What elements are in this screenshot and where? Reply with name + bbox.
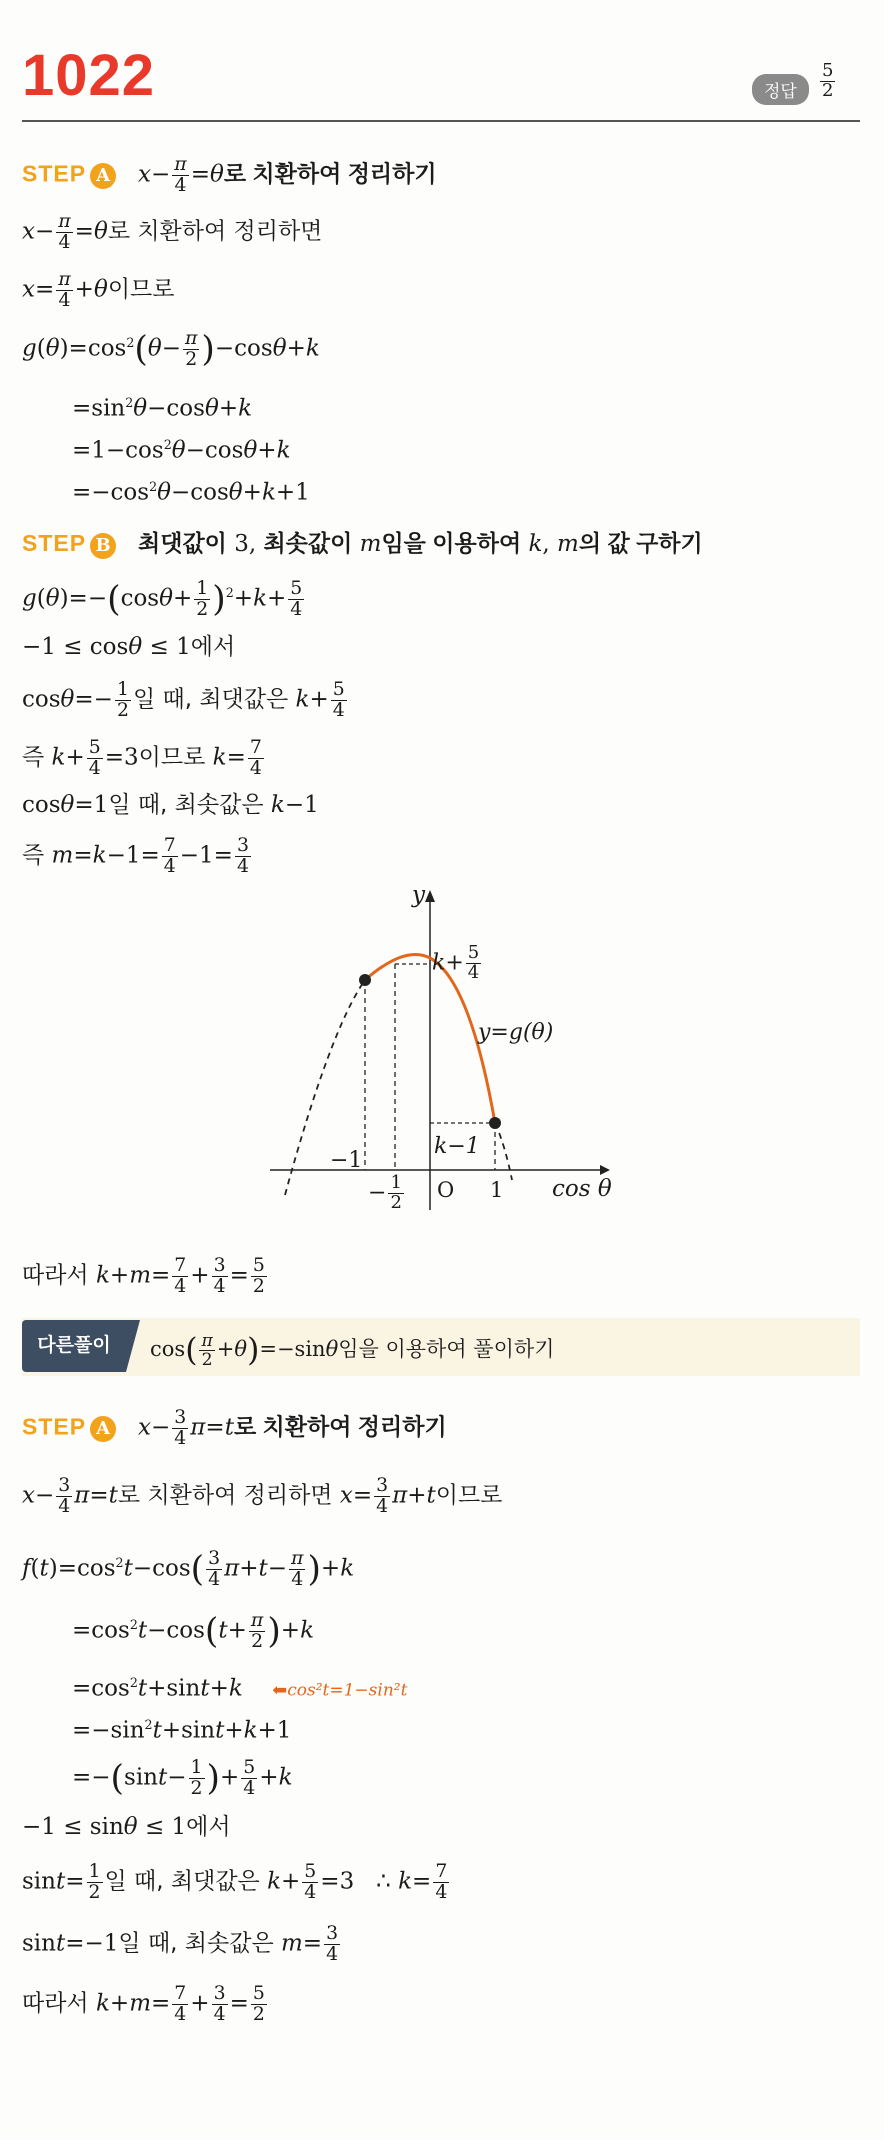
line-range: −1 ≤ cosθ ≤ 1에서 (22, 634, 236, 660)
alt-line-f5: =−(sint− $\frac{1}{2}$ )+ $\frac{5}{4}$ +k (72, 1756, 293, 1799)
conclusion-2: 따라서 k+m= $\frac{7}{4}$ + $\frac{3}{4}$ = $\frac{5}{2}$ (22, 1982, 265, 2025)
graph-x-label: cos θ (552, 1176, 612, 1202)
graph-curve-label: y=g(θ) (478, 1020, 554, 1045)
step-a-badge: A (90, 163, 116, 189)
x-axis-arrow (600, 1165, 610, 1175)
line-x: x= $\frac{\pi}{4}$ +θ이므로 (22, 268, 175, 311)
alt-line-f2: $=\cos^2t-\cos(t+$ $\frac{\pi}{2}$ )+k (72, 1609, 315, 1653)
note: cos²t=1−sin²t (287, 1680, 408, 1701)
line-min: cosθ=1일 때, 최솟값은 k−1 (22, 792, 319, 818)
alt-badge-notch (126, 1320, 140, 1372)
line-g4: $=-\cos^2\theta-\cos\theta+k+1$ (72, 479, 310, 506)
line-g1: $g(\theta)=\cos^2(\theta-$ $\frac{\pi}{2}$ )−cosθ+k (22, 327, 320, 371)
alt-badge: 다른풀이 (22, 1320, 126, 1372)
line-gsq: g(θ)=−(cosθ+ $\frac{1}{2}$ )$^2$+k+ $\frac{5}{4}$ (22, 577, 303, 621)
line-sub: x− $\frac{\pi}{4}$ =θ로 치환하여 정리하면 (22, 210, 323, 253)
alt-line-sub: x− $\frac{3}{4}$ π=t로 치환하여 정리하면 x= $\frac{3}{4}$ π+t이므로 (22, 1474, 503, 1517)
alt-desc: cos( $\frac{\pi}{2}$ +θ)=−sinθ임을 이용하여 풀이하기 (150, 1331, 555, 1371)
alt-line-f4: $=-\sin^2t+\sin t+k+1$ (72, 1717, 292, 1744)
graph-neg1-label: −1 (330, 1148, 363, 1173)
alt-line-max: sint= $\frac{1}{2}$ 일 때, 최댓값은 k+ $\frac{5}{4}$ =3 ∴ k= $\frac{7}{4}$ (22, 1860, 448, 1903)
line-max: cosθ=− $\frac{1}{2}$ 일 때, 최댓값은 k+ $\frac{5}{4}$ (22, 678, 345, 721)
arrow-left-icon: ⬅ (272, 1679, 288, 1701)
graph-min-label: k−1 (434, 1134, 480, 1159)
graph-origin-label: O (437, 1178, 455, 1202)
graph-max-label: k+ $\frac{5}{4}$ (432, 942, 480, 983)
answer-badge: 정답 (752, 74, 809, 105)
graph-one-label: 1 (490, 1178, 504, 1202)
step-a-heading: STEP A x− $\frac{\pi}{4}$ =θ로 치환하여 정리하기 (22, 153, 437, 196)
dashed-curve-right (495, 1123, 512, 1180)
alt-line-min: sint=−1일 때, 최솟값은 m= $\frac{3}{4}$ (22, 1922, 339, 1965)
alt-line-f3: $=\cos^2t+\sin t+k$ ⬅cos²t=1−sin²t (72, 1675, 408, 1702)
alt-line-f1: $f(t)=\cos^2t-\cos$( $\frac{3}{4}$ π+t− $\frac{\pi}{4}$ )+k (22, 1547, 355, 1591)
graph-y-label: y (412, 882, 425, 908)
y-axis-arrow (425, 890, 435, 902)
line-k: 즉 k+ $\frac{5}{4}$ =3이므로 k= $\frac{7}{4}$ (22, 736, 262, 779)
header-divider (22, 120, 860, 122)
graph-neghalf-label: − $\frac{1}{2}$ (368, 1172, 402, 1213)
line-g2: $=\sin^2\theta-\cos\theta+k$ (72, 395, 253, 422)
step-b-badge: B (90, 533, 116, 559)
problem-number: 1022 (22, 43, 156, 108)
line-m: 즉 m=k−1= $\frac{7}{4}$ −1= $\frac{3}{4}$ (22, 834, 249, 877)
alt-line-range: −1 ≤ sinθ ≤ 1에서 (22, 1814, 231, 1840)
step-a2-heading: STEP A x− $\frac{3}{4}$ π=t로 치환하여 정리하기 (22, 1406, 447, 1449)
step-a2-badge: A (90, 1416, 116, 1442)
conclusion-1: 따라서 k+m= $\frac{7}{4}$ + $\frac{3}{4}$ = $\frac{5}{2}$ (22, 1254, 265, 1297)
line-g3: $=1-\cos^2\theta-\cos\theta+k$ (72, 437, 291, 464)
answer-value: $\frac{5}{2}$ (822, 60, 834, 101)
step-b-heading: STEP B 최댓값이 3, 최솟값이 m임을 이용하여 k, m의 값 구하기 (22, 530, 703, 557)
